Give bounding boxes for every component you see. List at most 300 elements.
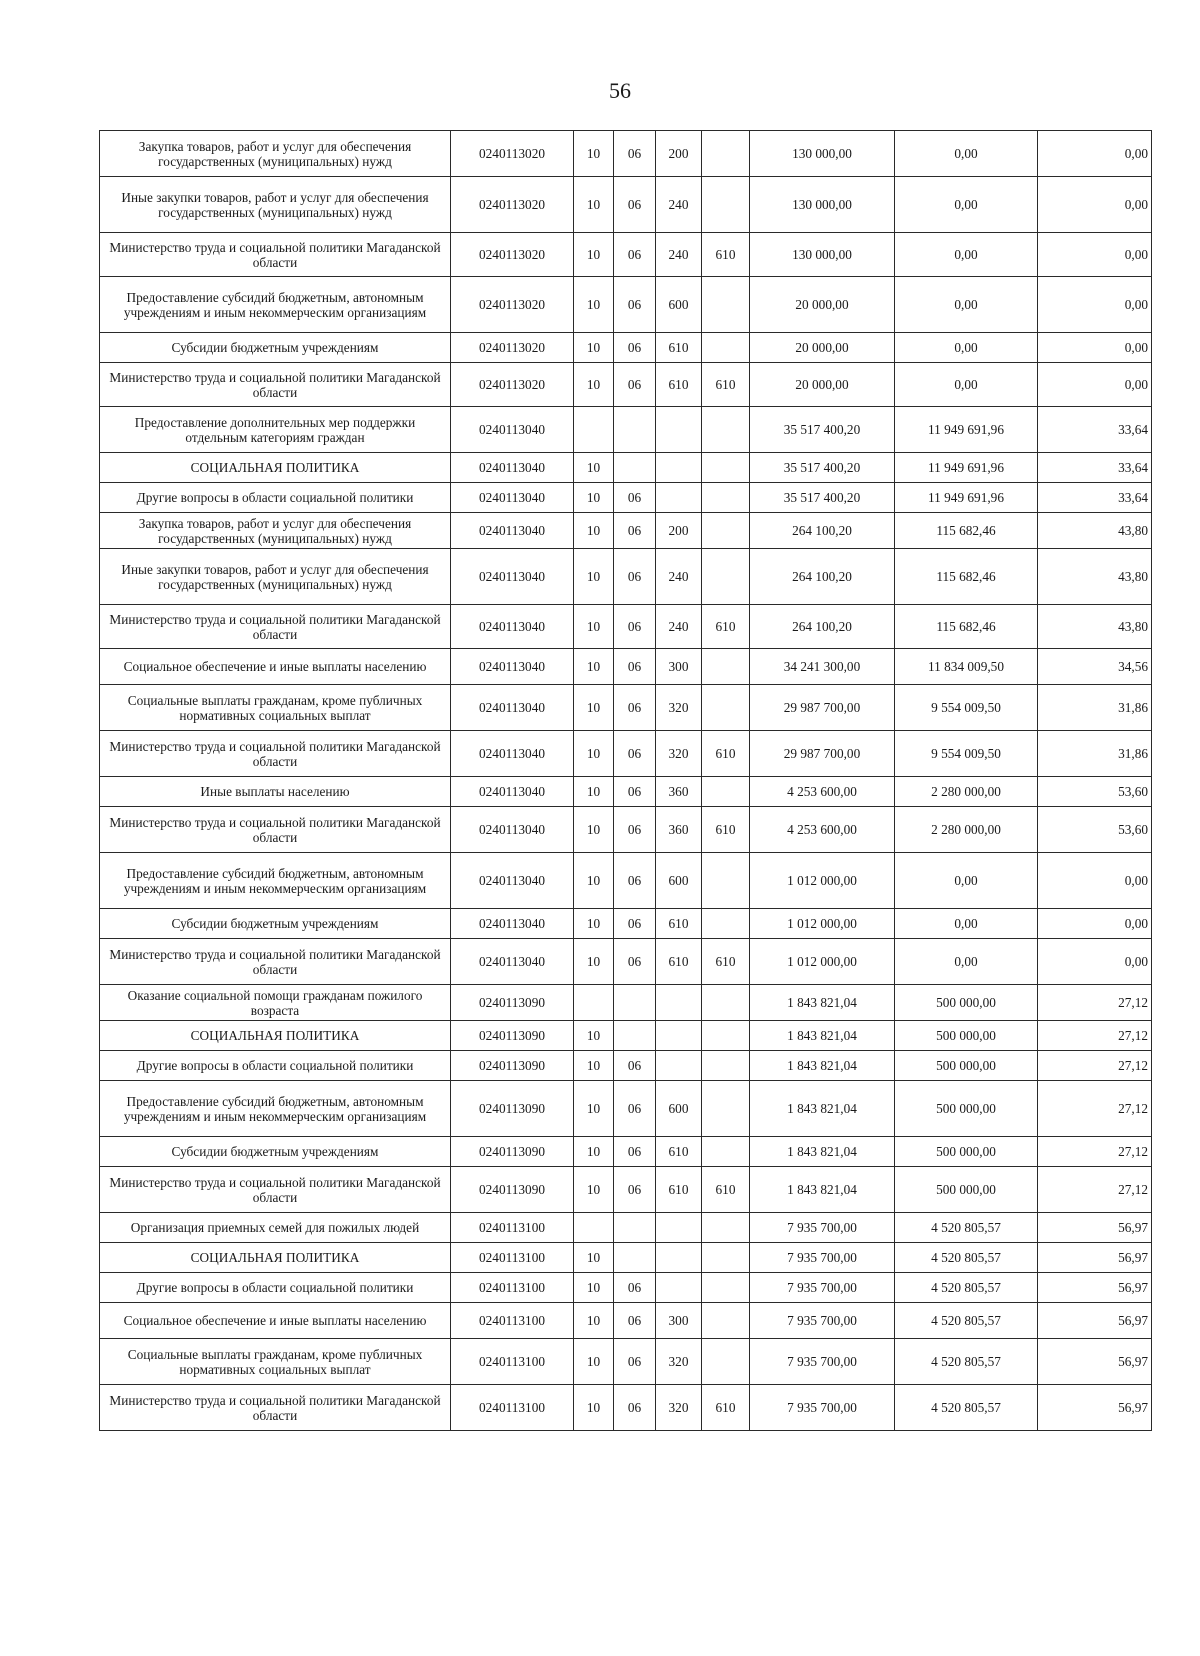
expense-type-code-cell: 300	[656, 1303, 702, 1339]
target-code-cell: 0240113100	[451, 1273, 574, 1303]
target-code-cell: 0240113020	[451, 277, 574, 333]
table-row	[100, 1273, 1152, 1303]
department-code-cell	[702, 685, 750, 731]
expense-type-code-cell: 610	[656, 363, 702, 407]
expense-type-code-cell: 320	[656, 685, 702, 731]
expense-type-code-cell	[656, 453, 702, 483]
subsection-code-cell: 06	[614, 1339, 656, 1385]
table-row	[100, 685, 1152, 731]
department-code-cell	[702, 1081, 750, 1137]
expense-type-code-cell: 320	[656, 1339, 702, 1385]
section-code-cell: 10	[574, 453, 614, 483]
planned-amount-cell: 7 935 700,00	[750, 1273, 895, 1303]
expense-type-code-cell: 240	[656, 177, 702, 233]
planned-amount-cell: 7 935 700,00	[750, 1303, 895, 1339]
executed-amount-cell: 500 000,00	[895, 1021, 1038, 1051]
expense-type-code-cell: 320	[656, 1385, 702, 1431]
executed-amount-cell: 2 280 000,00	[895, 777, 1038, 807]
section-code-cell: 10	[574, 1051, 614, 1081]
row-name-cell: Министерство труда и социальной политики Магаданской области	[100, 1167, 451, 1213]
table-row	[100, 233, 1152, 277]
table-row	[100, 1213, 1152, 1243]
planned-amount-cell: 1 843 821,04	[750, 1021, 895, 1051]
section-code-cell: 10	[574, 1339, 614, 1385]
section-code-cell: 10	[574, 909, 614, 939]
subsection-code-cell: 06	[614, 1081, 656, 1137]
row-name-cell: Другие вопросы в области социальной политики	[100, 1051, 451, 1081]
planned-amount-cell: 7 935 700,00	[750, 1213, 895, 1243]
expense-type-code-cell: 600	[656, 277, 702, 333]
row-name-cell: Министерство труда и социальной политики Магаданской области	[100, 807, 451, 853]
section-code-cell	[574, 407, 614, 453]
department-code-cell	[702, 1303, 750, 1339]
expense-type-code-cell	[656, 483, 702, 513]
subsection-code-cell	[614, 1021, 656, 1051]
target-code-cell: 0240113100	[451, 1213, 574, 1243]
section-code-cell: 10	[574, 605, 614, 649]
table-row	[100, 363, 1152, 407]
target-code-cell: 0240113040	[451, 483, 574, 513]
planned-amount-cell: 7 935 700,00	[750, 1385, 895, 1431]
executed-amount-cell: 0,00	[895, 131, 1038, 177]
expense-type-code-cell	[656, 1243, 702, 1273]
table-row	[100, 985, 1152, 1021]
executed-amount-cell: 500 000,00	[895, 1081, 1038, 1137]
execution-percent-cell: 43,80	[1038, 513, 1152, 549]
subsection-code-cell: 06	[614, 1137, 656, 1167]
section-code-cell: 10	[574, 1385, 614, 1431]
planned-amount-cell: 35 517 400,20	[750, 453, 895, 483]
planned-amount-cell: 1 843 821,04	[750, 1051, 895, 1081]
executed-amount-cell: 11 949 691,96	[895, 453, 1038, 483]
subsection-code-cell: 06	[614, 277, 656, 333]
planned-amount-cell: 130 000,00	[750, 177, 895, 233]
subsection-code-cell: 06	[614, 909, 656, 939]
subsection-code-cell: 06	[614, 731, 656, 777]
table-row	[100, 549, 1152, 605]
executed-amount-cell: 9 554 009,50	[895, 731, 1038, 777]
expense-type-code-cell	[656, 407, 702, 453]
target-code-cell: 0240113040	[451, 605, 574, 649]
section-code-cell: 10	[574, 1021, 614, 1051]
row-name-cell: Иные закупки товаров, работ и услуг для обеспечения государственных (муниципальных) нужд	[100, 177, 451, 233]
table-row	[100, 853, 1152, 909]
table-row	[100, 1167, 1152, 1213]
table-row	[100, 731, 1152, 777]
section-code-cell: 10	[574, 277, 614, 333]
execution-percent-cell: 56,97	[1038, 1303, 1152, 1339]
planned-amount-cell: 1 843 821,04	[750, 1167, 895, 1213]
table-row	[100, 777, 1152, 807]
department-code-cell	[702, 649, 750, 685]
department-code-cell	[702, 1051, 750, 1081]
execution-percent-cell: 27,12	[1038, 1167, 1152, 1213]
section-code-cell: 10	[574, 513, 614, 549]
row-name-cell: СОЦИАЛЬНАЯ ПОЛИТИКА	[100, 1021, 451, 1051]
planned-amount-cell: 4 253 600,00	[750, 777, 895, 807]
department-code-cell	[702, 1243, 750, 1273]
department-code-cell: 610	[702, 807, 750, 853]
target-code-cell: 0240113090	[451, 1137, 574, 1167]
expense-type-code-cell	[656, 1051, 702, 1081]
department-code-cell: 610	[702, 363, 750, 407]
planned-amount-cell: 264 100,20	[750, 513, 895, 549]
subsection-code-cell: 06	[614, 777, 656, 807]
row-name-cell: Министерство труда и социальной политики Магаданской области	[100, 363, 451, 407]
table-row	[100, 1339, 1152, 1385]
section-code-cell: 10	[574, 1081, 614, 1137]
row-name-cell: Субсидии бюджетным учреждениям	[100, 1137, 451, 1167]
execution-percent-cell: 0,00	[1038, 233, 1152, 277]
section-code-cell: 10	[574, 777, 614, 807]
section-code-cell: 10	[574, 649, 614, 685]
expense-type-code-cell: 360	[656, 777, 702, 807]
row-name-cell: Другие вопросы в области социальной политики	[100, 1273, 451, 1303]
subsection-code-cell: 06	[614, 605, 656, 649]
executed-amount-cell: 0,00	[895, 333, 1038, 363]
execution-percent-cell: 56,97	[1038, 1213, 1152, 1243]
execution-percent-cell: 53,60	[1038, 777, 1152, 807]
expense-type-code-cell: 610	[656, 1167, 702, 1213]
row-name-cell: Закупка товаров, работ и услуг для обеспечения государственных (муниципальных) нужд	[100, 513, 451, 549]
planned-amount-cell: 29 987 700,00	[750, 731, 895, 777]
expense-type-code-cell: 610	[656, 909, 702, 939]
table-row	[100, 1081, 1152, 1137]
target-code-cell: 0240113040	[451, 777, 574, 807]
execution-percent-cell: 56,97	[1038, 1243, 1152, 1273]
target-code-cell: 0240113100	[451, 1303, 574, 1339]
budget-table	[99, 130, 1152, 1431]
subsection-code-cell: 06	[614, 513, 656, 549]
executed-amount-cell: 115 682,46	[895, 513, 1038, 549]
planned-amount-cell: 1 843 821,04	[750, 1137, 895, 1167]
expense-type-code-cell: 300	[656, 649, 702, 685]
table-row	[100, 407, 1152, 453]
section-code-cell: 10	[574, 853, 614, 909]
row-name-cell: Министерство труда и социальной политики Магаданской области	[100, 1385, 451, 1431]
execution-percent-cell: 31,86	[1038, 685, 1152, 731]
section-code-cell: 10	[574, 1303, 614, 1339]
subsection-code-cell: 06	[614, 685, 656, 731]
execution-percent-cell: 43,80	[1038, 549, 1152, 605]
executed-amount-cell: 11 949 691,96	[895, 483, 1038, 513]
section-code-cell: 10	[574, 1273, 614, 1303]
table-row	[100, 483, 1152, 513]
execution-percent-cell: 0,00	[1038, 131, 1152, 177]
target-code-cell: 0240113020	[451, 131, 574, 177]
planned-amount-cell: 4 253 600,00	[750, 807, 895, 853]
executed-amount-cell: 0,00	[895, 233, 1038, 277]
row-name-cell: Иные выплаты населению	[100, 777, 451, 807]
department-code-cell	[702, 453, 750, 483]
row-name-cell: Социальные выплаты гражданам, кроме публичных нормативных социальных выплат	[100, 1339, 451, 1385]
table-row	[100, 1021, 1152, 1051]
subsection-code-cell: 06	[614, 853, 656, 909]
planned-amount-cell: 1 843 821,04	[750, 1081, 895, 1137]
planned-amount-cell: 35 517 400,20	[750, 483, 895, 513]
planned-amount-cell: 20 000,00	[750, 333, 895, 363]
planned-amount-cell: 1 012 000,00	[750, 939, 895, 985]
department-code-cell	[702, 407, 750, 453]
target-code-cell: 0240113040	[451, 731, 574, 777]
execution-percent-cell: 0,00	[1038, 909, 1152, 939]
table-row	[100, 1243, 1152, 1273]
table-row	[100, 277, 1152, 333]
expense-type-code-cell	[656, 985, 702, 1021]
executed-amount-cell: 115 682,46	[895, 605, 1038, 649]
row-name-cell: Иные закупки товаров, работ и услуг для обеспечения государственных (муниципальных) нужд	[100, 549, 451, 605]
row-name-cell: Социальное обеспечение и иные выплаты населению	[100, 649, 451, 685]
row-name-cell: Организация приемных семей для пожилых людей	[100, 1213, 451, 1243]
target-code-cell: 0240113040	[451, 807, 574, 853]
department-code-cell: 610	[702, 731, 750, 777]
execution-percent-cell: 0,00	[1038, 177, 1152, 233]
planned-amount-cell: 1 843 821,04	[750, 985, 895, 1021]
planned-amount-cell: 130 000,00	[750, 131, 895, 177]
executed-amount-cell: 4 520 805,57	[895, 1339, 1038, 1385]
execution-percent-cell: 0,00	[1038, 277, 1152, 333]
subsection-code-cell	[614, 985, 656, 1021]
target-code-cell: 0240113040	[451, 513, 574, 549]
budget-table-body	[100, 131, 1152, 1431]
section-code-cell: 10	[574, 1243, 614, 1273]
subsection-code-cell: 06	[614, 233, 656, 277]
executed-amount-cell: 500 000,00	[895, 985, 1038, 1021]
subsection-code-cell: 06	[614, 939, 656, 985]
execution-percent-cell: 0,00	[1038, 939, 1152, 985]
target-code-cell: 0240113090	[451, 1021, 574, 1051]
expense-type-code-cell: 200	[656, 513, 702, 549]
row-name-cell: СОЦИАЛЬНАЯ ПОЛИТИКА	[100, 1243, 451, 1273]
table-row	[100, 1051, 1152, 1081]
target-code-cell: 0240113020	[451, 363, 574, 407]
subsection-code-cell: 06	[614, 1167, 656, 1213]
executed-amount-cell: 11 949 691,96	[895, 407, 1038, 453]
executed-amount-cell: 0,00	[895, 909, 1038, 939]
row-name-cell: Социальное обеспечение и иные выплаты населению	[100, 1303, 451, 1339]
row-name-cell: СОЦИАЛЬНАЯ ПОЛИТИКА	[100, 453, 451, 483]
expense-type-code-cell	[656, 1213, 702, 1243]
planned-amount-cell: 1 012 000,00	[750, 909, 895, 939]
section-code-cell	[574, 1213, 614, 1243]
subsection-code-cell	[614, 1213, 656, 1243]
planned-amount-cell: 264 100,20	[750, 549, 895, 605]
section-code-cell: 10	[574, 333, 614, 363]
subsection-code-cell: 06	[614, 807, 656, 853]
section-code-cell: 10	[574, 1137, 614, 1167]
execution-percent-cell: 33,64	[1038, 453, 1152, 483]
expense-type-code-cell: 360	[656, 807, 702, 853]
subsection-code-cell: 06	[614, 1303, 656, 1339]
execution-percent-cell: 31,86	[1038, 731, 1152, 777]
section-code-cell: 10	[574, 731, 614, 777]
target-code-cell: 0240113090	[451, 1167, 574, 1213]
department-code-cell: 610	[702, 605, 750, 649]
table-row	[100, 177, 1152, 233]
department-code-cell	[702, 1213, 750, 1243]
target-code-cell: 0240113040	[451, 649, 574, 685]
target-code-cell: 0240113090	[451, 1051, 574, 1081]
department-code-cell	[702, 985, 750, 1021]
planned-amount-cell: 20 000,00	[750, 363, 895, 407]
execution-percent-cell: 56,97	[1038, 1385, 1152, 1431]
executed-amount-cell: 4 520 805,57	[895, 1303, 1038, 1339]
executed-amount-cell: 2 280 000,00	[895, 807, 1038, 853]
planned-amount-cell: 34 241 300,00	[750, 649, 895, 685]
planned-amount-cell: 1 012 000,00	[750, 853, 895, 909]
subsection-code-cell: 06	[614, 131, 656, 177]
expense-type-code-cell: 600	[656, 1081, 702, 1137]
row-name-cell: Предоставление дополнительных мер поддержки отдельным категориям граждан	[100, 407, 451, 453]
target-code-cell: 0240113100	[451, 1385, 574, 1431]
planned-amount-cell: 35 517 400,20	[750, 407, 895, 453]
execution-percent-cell: 27,12	[1038, 1137, 1152, 1167]
execution-percent-cell: 34,56	[1038, 649, 1152, 685]
target-code-cell: 0240113040	[451, 685, 574, 731]
execution-percent-cell: 27,12	[1038, 1081, 1152, 1137]
row-name-cell: Социальные выплаты гражданам, кроме публичных нормативных социальных выплат	[100, 685, 451, 731]
planned-amount-cell: 7 935 700,00	[750, 1243, 895, 1273]
row-name-cell: Предоставление субсидий бюджетным, автономным учреждениям и иным некоммерческим организациям	[100, 853, 451, 909]
row-name-cell: Министерство труда и социальной политики Магаданской области	[100, 605, 451, 649]
executed-amount-cell: 9 554 009,50	[895, 685, 1038, 731]
expense-type-code-cell	[656, 1273, 702, 1303]
department-code-cell	[702, 853, 750, 909]
target-code-cell: 0240113040	[451, 407, 574, 453]
planned-amount-cell: 29 987 700,00	[750, 685, 895, 731]
department-code-cell	[702, 777, 750, 807]
expense-type-code-cell: 610	[656, 1137, 702, 1167]
table-row	[100, 1137, 1152, 1167]
subsection-code-cell: 06	[614, 1385, 656, 1431]
subsection-code-cell: 06	[614, 333, 656, 363]
section-code-cell: 10	[574, 177, 614, 233]
row-name-cell: Закупка товаров, работ и услуг для обеспечения государственных (муниципальных) нужд	[100, 131, 451, 177]
execution-percent-cell: 43,80	[1038, 605, 1152, 649]
target-code-cell: 0240113040	[451, 549, 574, 605]
row-name-cell: Министерство труда и социальной политики Магаданской области	[100, 939, 451, 985]
subsection-code-cell: 06	[614, 1273, 656, 1303]
target-code-cell: 0240113090	[451, 1081, 574, 1137]
executed-amount-cell: 0,00	[895, 177, 1038, 233]
department-code-cell	[702, 1137, 750, 1167]
executed-amount-cell: 0,00	[895, 853, 1038, 909]
subsection-code-cell	[614, 407, 656, 453]
target-code-cell: 0240113040	[451, 939, 574, 985]
row-name-cell: Министерство труда и социальной политики Магаданской области	[100, 233, 451, 277]
section-code-cell: 10	[574, 233, 614, 277]
target-code-cell: 0240113100	[451, 1339, 574, 1385]
expense-type-code-cell: 240	[656, 605, 702, 649]
executed-amount-cell: 4 520 805,57	[895, 1243, 1038, 1273]
executed-amount-cell: 4 520 805,57	[895, 1213, 1038, 1243]
planned-amount-cell: 20 000,00	[750, 277, 895, 333]
department-code-cell: 610	[702, 1385, 750, 1431]
section-code-cell: 10	[574, 363, 614, 407]
department-code-cell	[702, 513, 750, 549]
table-row	[100, 605, 1152, 649]
expense-type-code-cell: 600	[656, 853, 702, 909]
department-code-cell	[702, 1273, 750, 1303]
subsection-code-cell: 06	[614, 549, 656, 605]
executed-amount-cell: 0,00	[895, 939, 1038, 985]
table-row	[100, 333, 1152, 363]
planned-amount-cell: 130 000,00	[750, 233, 895, 277]
row-name-cell: Субсидии бюджетным учреждениям	[100, 909, 451, 939]
executed-amount-cell: 4 520 805,57	[895, 1273, 1038, 1303]
department-code-cell	[702, 549, 750, 605]
department-code-cell	[702, 131, 750, 177]
execution-percent-cell: 33,64	[1038, 407, 1152, 453]
target-code-cell: 0240113040	[451, 853, 574, 909]
execution-percent-cell: 27,12	[1038, 1021, 1152, 1051]
department-code-cell	[702, 483, 750, 513]
table-row	[100, 939, 1152, 985]
target-code-cell: 0240113040	[451, 453, 574, 483]
execution-percent-cell: 0,00	[1038, 853, 1152, 909]
executed-amount-cell: 4 520 805,57	[895, 1385, 1038, 1431]
department-code-cell: 610	[702, 1167, 750, 1213]
section-code-cell: 10	[574, 685, 614, 731]
executed-amount-cell: 500 000,00	[895, 1137, 1038, 1167]
executed-amount-cell: 0,00	[895, 277, 1038, 333]
row-name-cell: Другие вопросы в области социальной политики	[100, 483, 451, 513]
execution-percent-cell: 27,12	[1038, 1051, 1152, 1081]
row-name-cell: Предоставление субсидий бюджетным, автономным учреждениям и иным некоммерческим организациям	[100, 277, 451, 333]
table-row	[100, 1385, 1152, 1431]
expense-type-code-cell: 320	[656, 731, 702, 777]
execution-percent-cell: 0,00	[1038, 333, 1152, 363]
subsection-code-cell: 06	[614, 483, 656, 513]
target-code-cell: 0240113100	[451, 1243, 574, 1273]
execution-percent-cell: 56,97	[1038, 1339, 1152, 1385]
executed-amount-cell: 115 682,46	[895, 549, 1038, 605]
target-code-cell: 0240113020	[451, 177, 574, 233]
execution-percent-cell: 0,00	[1038, 363, 1152, 407]
section-code-cell	[574, 985, 614, 1021]
table-row	[100, 909, 1152, 939]
executed-amount-cell: 500 000,00	[895, 1051, 1038, 1081]
subsection-code-cell: 06	[614, 649, 656, 685]
planned-amount-cell: 7 935 700,00	[750, 1339, 895, 1385]
table-row	[100, 1303, 1152, 1339]
subsection-code-cell: 06	[614, 177, 656, 233]
execution-percent-cell: 56,97	[1038, 1273, 1152, 1303]
table-row	[100, 453, 1152, 483]
department-code-cell: 610	[702, 939, 750, 985]
section-code-cell: 10	[574, 483, 614, 513]
department-code-cell	[702, 177, 750, 233]
target-code-cell: 0240113020	[451, 233, 574, 277]
section-code-cell: 10	[574, 1167, 614, 1213]
target-code-cell: 0240113090	[451, 985, 574, 1021]
row-name-cell: Предоставление субсидий бюджетным, автономным учреждениям и иным некоммерческим организациям	[100, 1081, 451, 1137]
planned-amount-cell: 264 100,20	[750, 605, 895, 649]
section-code-cell: 10	[574, 939, 614, 985]
section-code-cell: 10	[574, 549, 614, 605]
table-row	[100, 131, 1152, 177]
expense-type-code-cell: 610	[656, 333, 702, 363]
department-code-cell	[702, 277, 750, 333]
expense-type-code-cell	[656, 1021, 702, 1051]
execution-percent-cell: 53,60	[1038, 807, 1152, 853]
row-name-cell: Субсидии бюджетным учреждениям	[100, 333, 451, 363]
expense-type-code-cell: 240	[656, 549, 702, 605]
subsection-code-cell	[614, 1243, 656, 1273]
department-code-cell	[702, 909, 750, 939]
subsection-code-cell	[614, 453, 656, 483]
department-code-cell: 610	[702, 233, 750, 277]
